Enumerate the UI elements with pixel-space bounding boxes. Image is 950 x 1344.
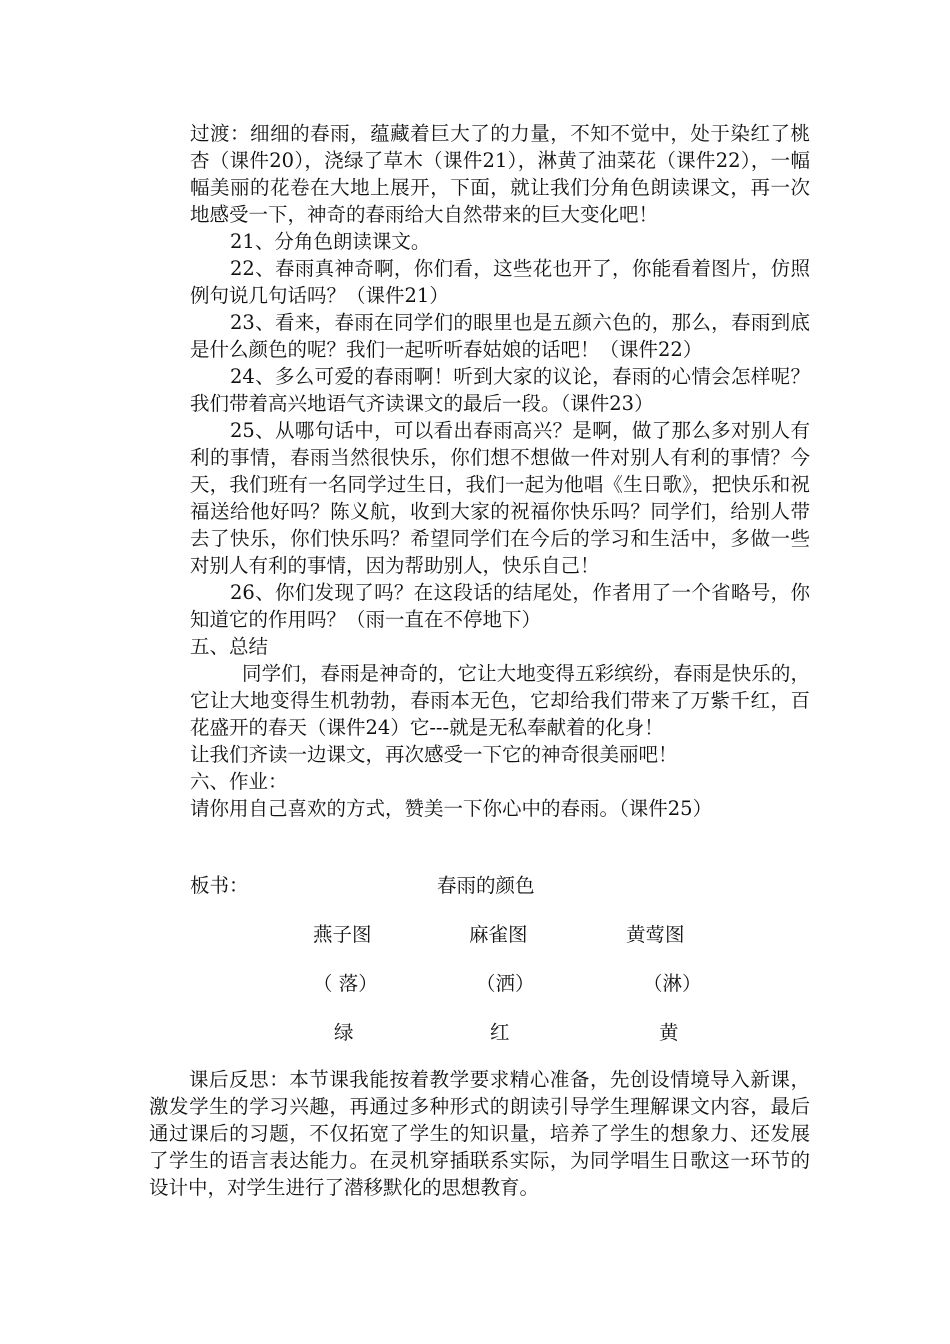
board-label: 板书： bbox=[190, 874, 249, 897]
step-26: 26、你们发现了吗？在这段话的结尾处，作者用了一个省略号，你知道它的作用吗？（雨一直在不停地下） bbox=[190, 581, 810, 631]
step-23: 23、看来，春雨在同学们的眼里也是五颜六色的，那么，春雨到底是什么颜色的呢？我们一起听听春姑娘的话吧！（课件22） bbox=[190, 311, 810, 361]
board-verb-pour: （淋） bbox=[643, 972, 702, 995]
step-24: 24、多么可爱的春雨啊！听到大家的议论，春雨的心情会怎样呢？我们带着高兴地语气齐读课文的最后一段。（课件23） bbox=[190, 365, 810, 415]
reading-invitation: 让我们齐读一边课文，再次感受一下它的神奇很美丽吧！ bbox=[190, 743, 678, 766]
board-title: 春雨的颜色 bbox=[437, 874, 535, 897]
board-verb-fall: （ 落） bbox=[313, 972, 378, 995]
board-verb-sprinkle: （洒） bbox=[476, 972, 535, 995]
transition-paragraph: 过渡：细细的春雨，蕴藏着巨大了的力量，不知不觉中，处于染红了桃杏（课件20），浇绿了草木（课件21），淋黄了油菜花（课件22），一幅幅美丽的花卷在大地上展开，下面，就让我们分角色朗读课文，再一次地感受一下，神奇的春雨给大自然带来的巨大变化吧！ bbox=[190, 122, 810, 226]
step-21: 21、分角色朗读课文。 bbox=[230, 230, 431, 253]
step-25: 25、从哪句话中，可以看出春雨高兴？是啊，做了那么多对别人有利的事情，春雨当然很快乐，你们想不想做一件对别人有利的事情？今天，我们班有一名同学过生日，我们一起为他唱《生日歌》，把快乐和祝福送给他好吗？陈义航，收到大家的祝福你快乐吗？同学们，给别人带去了快乐，你们快乐吗？希望同学们在今后的学习和生活中，多做一些对别人有利的事情，因为帮助别人，快乐自己！ bbox=[190, 419, 810, 577]
board-color-red: 红 bbox=[490, 1021, 510, 1044]
step-22: 22、春雨真神奇啊，你们看，这些花也开了，你能看着图片，仿照例句说几句话吗？（课件21） bbox=[190, 257, 810, 307]
reflection-paragraph: 课后反思：本节课我能按着教学要求精心准备，先创设情境导入新课，激发学生的学习兴趣，再通过多种形式的朗读引导学生理解课文内容，最后通过课后的习题，不仅拓宽了学生的知识量，培养了学生的想象力、还发展了学生的语言表达能力。在灵机穿插联系实际，为同学唱生日歌这一环节的设计中，对学生进行了潜移默化的思想教育。 bbox=[149, 1068, 810, 1199]
board-color-green: 绿 bbox=[334, 1021, 354, 1044]
summary-paragraph: 同学们，春雨是神奇的，它让大地变得五彩缤纷，春雨是快乐的，它让大地变得生机勃勃，春雨本无色，它却给我们带来了万紫千红，百花盛开的春天（课件24）它---就是无私奉献着的化身！ bbox=[190, 662, 810, 739]
section-homework-heading: 六、作业： bbox=[190, 770, 288, 793]
board-bird-swallow: 燕子图 bbox=[313, 923, 372, 946]
board-color-yellow: 黄 bbox=[659, 1021, 679, 1044]
lesson-body bbox=[190, 120, 810, 822]
section-summary-heading: 五、总结 bbox=[190, 635, 269, 658]
board-bird-oriole: 黄莺图 bbox=[626, 923, 685, 946]
homework-paragraph: 请你用自己喜欢的方式，赞美一下你心中的春雨。（课件25） bbox=[190, 797, 713, 820]
board-bird-sparrow: 麻雀图 bbox=[469, 923, 528, 946]
